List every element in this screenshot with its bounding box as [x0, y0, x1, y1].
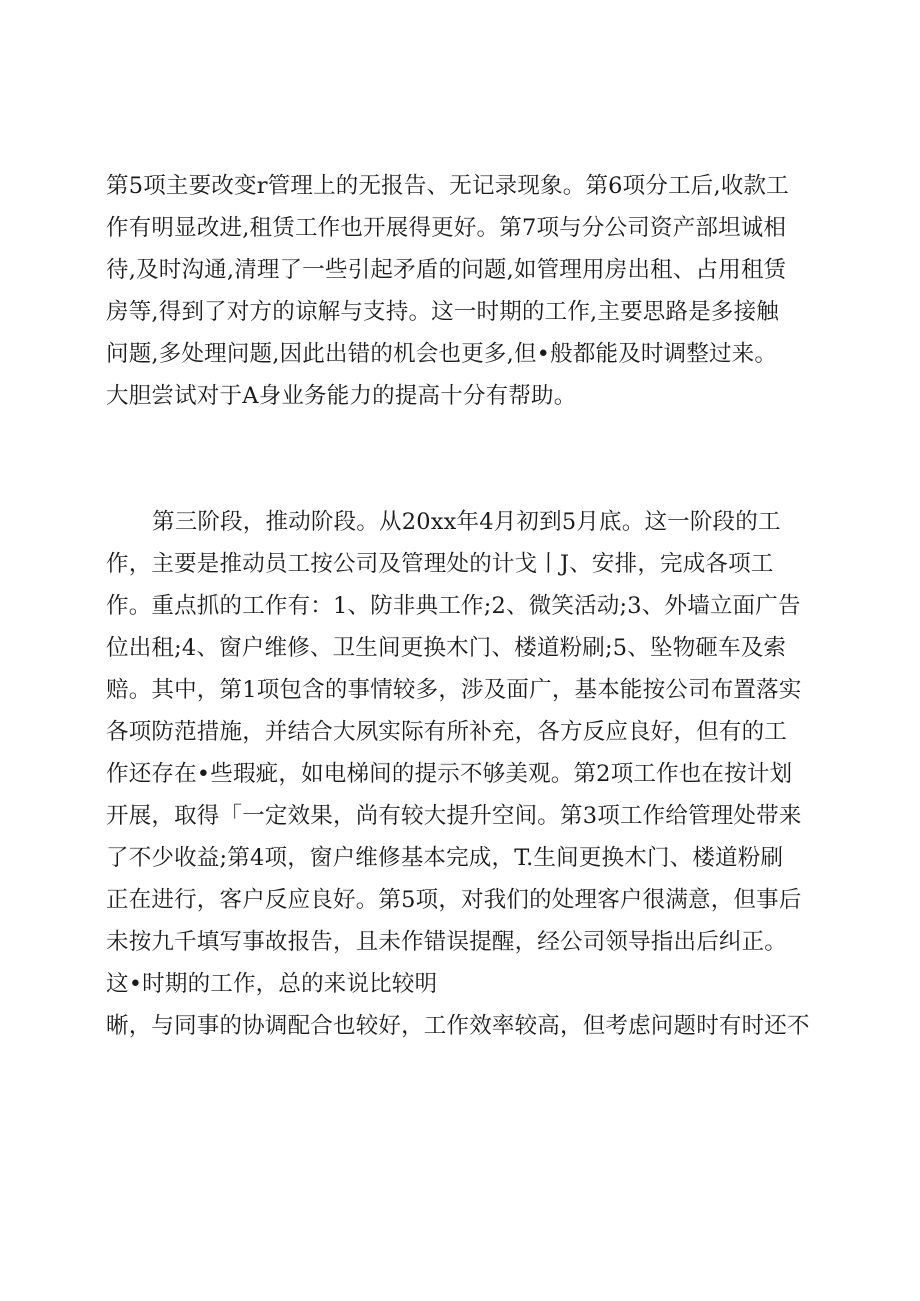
paragraph-2-line-1: 第三阶段，推动阶段。从20xx年4月初到5月底。这一阶段的工	[152, 509, 781, 535]
paragraph-2-line-5: 赔。其中，第1项包含的事情较多，涉及面广，基本能按公司布置落实	[106, 677, 802, 703]
paragraph-2-line-10: 正在进行，客户反应良好。第5项，对我们的处理客户很满意，但事后	[106, 887, 802, 913]
paragraph-2-line-2: 作，主要是推动员工按公司及管理处的计戈丨J、安排，完成各项工	[106, 551, 774, 577]
paragraph-1-line-1: 第5项主要改变r管理上的无报告、无记录现象。第6项分工后,收款工	[106, 173, 789, 199]
paragraph-2-line-13: 晰，与同事的协调配合也较好，工作效率较高，但考虑问题时有时还不	[106, 1013, 810, 1039]
paragraph-2-line-11: 未按九千填写事故报告，且未作错误提醒，经公司领导指出后纠正。	[106, 929, 788, 955]
paragraph-2-line-3: 作。重点抓的工作有：1、防非典工作;2、微笑活动;3、外墙立面广告	[106, 593, 801, 619]
paragraph-2-line-7: 作还存在•些瑕疵，如电梯间的提示不够美观。第2项工作也在按计划	[106, 761, 793, 787]
paragraph-1-line-2: 作有明显改进,租赁工作也开展得更好。第7项与分公司资产部坦诚相	[106, 215, 787, 241]
paragraph-2-line-12: 这•时期的工作，总的来说比较明	[106, 971, 438, 997]
paragraph-1-line-3: 待,及时沟通,清理了一些引起矛盾的问题,如管理用房出租、占用租赁	[106, 257, 787, 283]
paragraph-2-line-4: 位出租;4、窗户维修、卫生间更换木门、楼道粉刷;5、坠物砸车及索	[106, 635, 787, 661]
paragraph-1-line-4: 房等,得到了对方的谅解与支持。这一时期的工作,主要思路是多接触	[106, 299, 780, 325]
paragraph-2-line-8: 开展，取得「一定效果，尚有较大提升空间。第3项工作给管理处带来	[106, 803, 802, 829]
paragraph-1-line-6: 大胆尝试对于A身业务能力的提高十分有帮助。	[106, 383, 577, 409]
paragraph-2-line-9: 了不少收益;第4项，窗户维修基本完成，T.生间更换木门、楼道粉刷	[106, 845, 784, 871]
paragraph-2-line-6: 各项防范措施，并结合大夙实际有所补充，各方反应良好，但有的工	[106, 719, 788, 745]
paragraph-1-line-5: 问题,多处理问题,因此出错的机会也更多,但•般都能及时调整过来。	[106, 341, 778, 367]
